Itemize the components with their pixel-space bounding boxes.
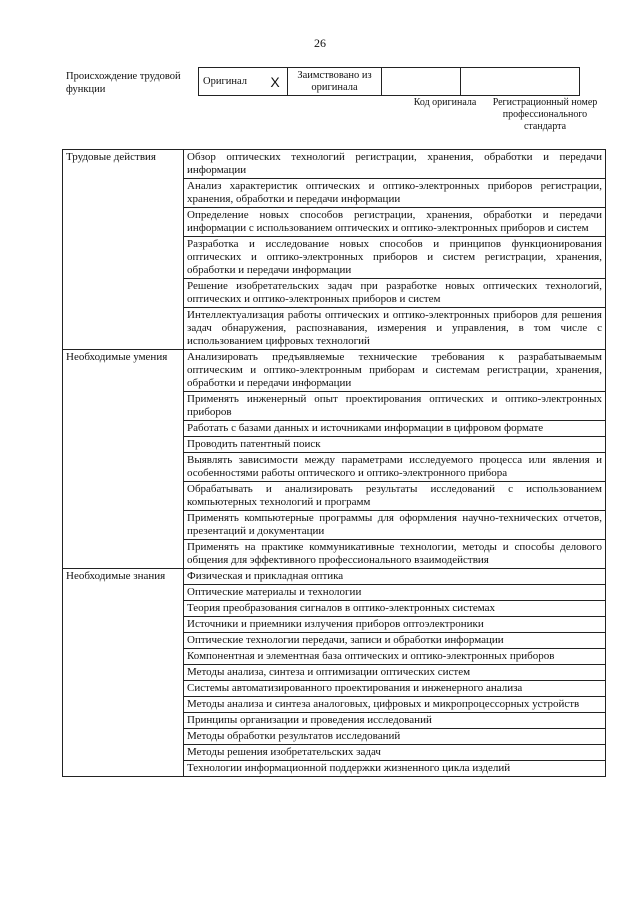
category-spacer bbox=[63, 697, 184, 713]
category-spacer bbox=[63, 453, 184, 482]
category-spacer bbox=[63, 482, 184, 511]
table-row bbox=[63, 745, 606, 761]
category-spacer bbox=[63, 179, 184, 208]
category-spacer bbox=[63, 279, 184, 308]
item-text: Компонентная и элементная база оптических и оптико-электронных приборов bbox=[184, 649, 606, 665]
code-original-caption: Код оригинала bbox=[413, 97, 477, 108]
item-text: Анализ характеристик оптических и оптико-электронных приборов регистрации, хранения, обработки и передачи информации bbox=[184, 179, 606, 208]
original-mark: X bbox=[263, 68, 288, 96]
original-cell: Оригинал bbox=[199, 68, 264, 96]
item-text: Решение изобретательских задач при разработке новых оптических технологий, оптических и оптико-электронных приборов и систем bbox=[184, 279, 606, 308]
item-text: Теория преобразования сигналов в оптико-электронных системах bbox=[184, 601, 606, 617]
table-row bbox=[63, 150, 606, 179]
item-text: Определение новых способов регистрации, хранения, обработки и передачи информации с использованием оптических и оптико-электронных приборов и систем bbox=[184, 208, 606, 237]
item-text: Применять на практике коммуникативные технологии, методы и способы делового общения для эффективного профессионального взаимодействия bbox=[184, 540, 606, 569]
category-spacer bbox=[63, 681, 184, 697]
category-spacer bbox=[63, 540, 184, 569]
table-row bbox=[63, 729, 606, 745]
item-text: Методы обработки результатов исследований bbox=[184, 729, 606, 745]
category-spacer bbox=[63, 392, 184, 421]
table-row bbox=[63, 665, 606, 681]
category-spacer bbox=[63, 633, 184, 649]
category-spacer bbox=[63, 713, 184, 729]
category-spacer bbox=[63, 437, 184, 453]
item-text: Обрабатывать и анализировать результаты исследований с использованием компьютерных технологий и программ bbox=[184, 482, 606, 511]
item-text: Оптические материалы и технологии bbox=[184, 585, 606, 601]
category-spacer bbox=[63, 665, 184, 681]
reg-number-cell bbox=[461, 68, 580, 96]
item-text: Выявлять зависимости между параметрами исследуемого процесса или явления и особенностями работы оптического и оптико-электронного прибора bbox=[184, 453, 606, 482]
item-text: Проводить патентный поиск bbox=[184, 437, 606, 453]
origin-label: Происхождение трудовой функции bbox=[66, 71, 181, 95]
item-text: Применять инженерный опыт проектирования оптических и оптико-электронных приборов bbox=[184, 392, 606, 421]
table-row bbox=[63, 392, 606, 421]
reg-number-caption: Регистрационный номер профессионального стандарта bbox=[492, 97, 598, 132]
category-spacer bbox=[63, 237, 184, 279]
item-text: Анализировать предъявляемые технические требования к разрабатываемым оптическим и оптико-электронным приборам и системам регистрации, хранения, обработки и передачи информации bbox=[184, 350, 606, 392]
table-row bbox=[63, 453, 606, 482]
item-text: Работать с базами данных и источниками информации в цифровом формате bbox=[184, 421, 606, 437]
category-label: Трудовые действия bbox=[63, 150, 184, 179]
table-row bbox=[63, 350, 606, 392]
item-text: Обзор оптических технологий регистрации, хранения, обработки и передачи информации bbox=[184, 150, 606, 179]
table-row bbox=[63, 208, 606, 237]
item-text: Методы анализа, синтеза и оптимизации оптических систем bbox=[184, 665, 606, 681]
item-text: Применять компьютерные программы для оформления научно-технических отчетов, презентаций и документации bbox=[184, 511, 606, 540]
table-row bbox=[63, 617, 606, 633]
item-text: Методы анализа и синтеза аналоговых, цифровых и микропроцессорных устройств bbox=[184, 697, 606, 713]
table-row bbox=[63, 633, 606, 649]
category-spacer bbox=[63, 745, 184, 761]
table-row bbox=[63, 179, 606, 208]
category-label: Необходимые умения bbox=[63, 350, 184, 392]
item-text: Интеллектуализация работы оптических и оптико-электронных приборов для решения задач обнаружения, распознавания, измерения и управления, в том числе с использованием цифровых технологий bbox=[184, 308, 606, 350]
table-row bbox=[63, 421, 606, 437]
category-spacer bbox=[63, 208, 184, 237]
borrowed-cell: Заимствовано из оригинала bbox=[288, 68, 382, 96]
item-text: Принципы организации и проведения исследований bbox=[184, 713, 606, 729]
item-text: Технологии информационной поддержки жизненного цикла изделий bbox=[184, 761, 606, 777]
table-row bbox=[63, 585, 606, 601]
origin-table bbox=[198, 67, 580, 96]
table-row bbox=[63, 482, 606, 511]
table-row bbox=[63, 761, 606, 777]
table-row bbox=[63, 681, 606, 697]
table-row bbox=[63, 237, 606, 279]
table-row bbox=[63, 279, 606, 308]
function-table bbox=[62, 149, 606, 777]
item-text: Физическая и прикладная оптика bbox=[184, 569, 606, 585]
item-text: Источники и приемники излучения приборов оптоэлектроники bbox=[184, 617, 606, 633]
category-spacer bbox=[63, 421, 184, 437]
page-number: 26 bbox=[314, 36, 326, 50]
item-text: Системы автоматизированного проектирования и инженерного анализа bbox=[184, 681, 606, 697]
item-text: Разработка и исследование новых способов и принципов функционирования оптических и оптико-электронных приборов и систем регистрации, хранения, обработки и передачи информации bbox=[184, 237, 606, 279]
category-spacer bbox=[63, 617, 184, 633]
category-label: Необходимые знания bbox=[63, 569, 184, 585]
category-spacer bbox=[63, 649, 184, 665]
table-row bbox=[63, 697, 606, 713]
table-row bbox=[63, 713, 606, 729]
item-text: Методы решения изобретательских задач bbox=[184, 745, 606, 761]
table-row bbox=[63, 540, 606, 569]
table-row bbox=[63, 649, 606, 665]
table-row bbox=[63, 437, 606, 453]
table-row bbox=[63, 511, 606, 540]
category-spacer bbox=[63, 585, 184, 601]
category-spacer bbox=[63, 511, 184, 540]
item-text: Оптические технологии передачи, записи и обработки информации bbox=[184, 633, 606, 649]
table-row bbox=[63, 308, 606, 350]
category-spacer bbox=[63, 761, 184, 777]
category-spacer bbox=[63, 308, 184, 350]
table-row bbox=[63, 601, 606, 617]
table-row bbox=[63, 569, 606, 585]
code-original-cell bbox=[382, 68, 461, 96]
category-spacer bbox=[63, 729, 184, 745]
category-spacer bbox=[63, 601, 184, 617]
